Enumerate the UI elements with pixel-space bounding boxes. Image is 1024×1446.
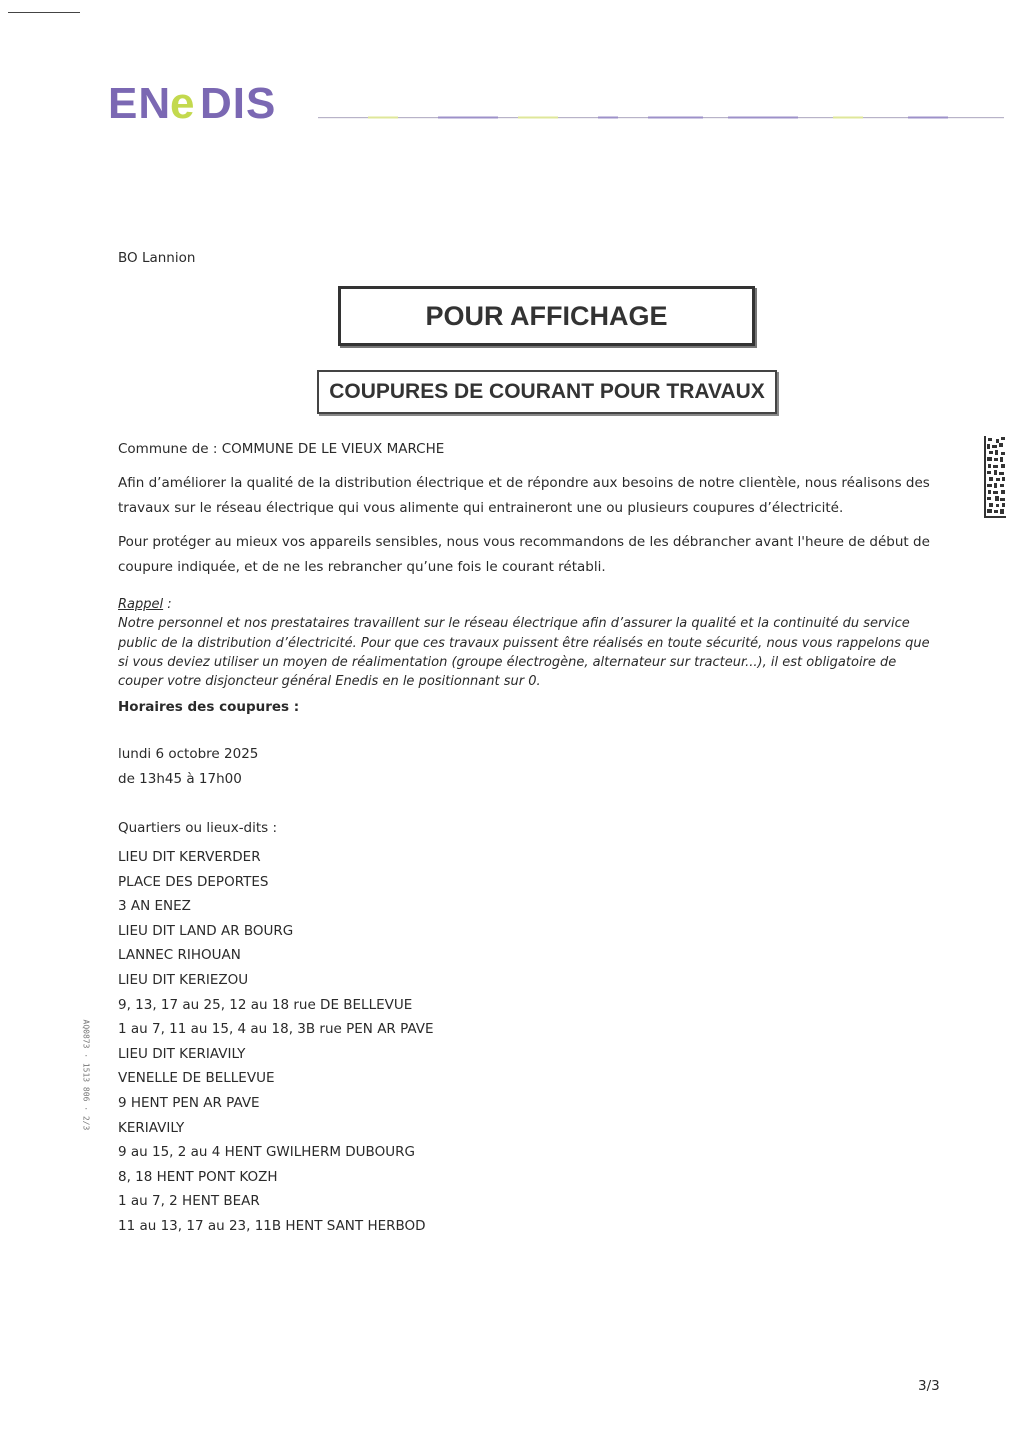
list-item: VENELLE DE BELLEVUE bbox=[118, 1070, 275, 1087]
list-item: LIEU DIT KERVERDER bbox=[118, 849, 261, 865]
logo-underline bbox=[318, 116, 1004, 119]
list-item: PLACE DES DEPORTES bbox=[118, 873, 269, 890]
datamatrix-barcode bbox=[984, 436, 1006, 518]
rappel-text: Notre personnel et nos prestataires travaillent sur le réseau électrique afin d’assurer la qualité et la continuité du service public de la distribution d’électricité. Pour que ces travaux puissent être réalisés en toute sécurité, nous vous rappelons que si vous deviez utiliser un moyen de réalimentation (groupe électrogène, alternateur sur tracteur...), il est obligatoire de couper votre disjoncteur général Enedis en le positionnant sur 0. bbox=[118, 616, 930, 690]
list-item: LIEU DIT LAND AR BOURG bbox=[118, 922, 294, 939]
advice-paragraph: Pour protéger au mieux vos appareils sensibles, nous vous recommandons de les débrancher avant l'heure de début de coupure indiquée, et de ne les rebrancher qu’une fois le courant rétabli. bbox=[118, 534, 930, 575]
schedule-heading: Horaires des coupures : bbox=[118, 699, 300, 715]
rappel-block: Rappel : Notre personnel et nos prestataires travaillent sur le réseau électrique afin d’assurer la qualité et la continuité du service public de la distribution d’électricité. Pour que ces travaux puissent être réalisés en toute sécurité, nous vous rappelons que si vous deviez utiliser un moyen de réalimentation (groupe électrogène, alternateur sur tracteur...), il est obligatoire de couper votre disjoncteur général Enedis en le positionnant sur 0. bbox=[118, 597, 930, 690]
places-label: Quartiers ou lieux-dits : bbox=[118, 820, 278, 836]
list-item: 1 au 7, 11 au 15, 4 au 18, 3B rue PEN AR PAVE bbox=[118, 1021, 434, 1038]
list-item: 1 au 7, 2 HENT BEAR bbox=[118, 1193, 260, 1210]
commune-line: Commune de : COMMUNE DE LE VIEUX MARCHE bbox=[118, 441, 445, 457]
list-item: 8, 18 HENT PONT KOZH bbox=[118, 1168, 278, 1185]
rappel-title: Rappel bbox=[118, 597, 164, 612]
list-item: 9 au 15, 2 au 4 HENT GWILHERM DUBOURG bbox=[118, 1144, 415, 1161]
list-item: 9, 13, 17 au 25, 12 au 18 rue DE BELLEVUE bbox=[118, 996, 413, 1013]
svg-text:DIS: DIS bbox=[200, 80, 277, 124]
enedis-logo bbox=[108, 80, 308, 124]
margin-reference-code: AQ0873 · 1513 806 · 2/3 bbox=[81, 1019, 91, 1131]
scan-edge-mark bbox=[8, 12, 80, 13]
intro-paragraph: Afin d’améliorer la qualité de la distribution électrique et de répondre aux besoins de notre clientèle, nous réalisons des travaux sur le réseau électrique qui vous alimente qui entraineront une ou plusieurs coupures d’électricité. bbox=[118, 475, 930, 516]
outage-time: de 13h45 à 17h00 bbox=[118, 771, 242, 787]
places-list bbox=[118, 845, 434, 1239]
list-item: 3 AN ENEZ bbox=[118, 898, 191, 915]
list-item: KERIAVILY bbox=[118, 1119, 185, 1136]
office-name: BO Lannion bbox=[118, 250, 196, 266]
list-item: 9 HENT PEN AR PAVE bbox=[118, 1094, 260, 1111]
svg-text:EN: EN bbox=[108, 80, 172, 124]
list-item: LIEU DIT KERIEZOU bbox=[118, 971, 249, 988]
list-item: 11 au 13, 17 au 23, 11B HENT SANT HERBOD bbox=[118, 1217, 426, 1234]
outage-date: lundi 6 octobre 2025 bbox=[118, 746, 259, 762]
svg-text:e: e bbox=[170, 80, 195, 124]
list-item: LANNEC RIHOUAN bbox=[118, 947, 241, 964]
list-item: LIEU DIT KERIAVILY bbox=[118, 1045, 246, 1062]
notice-title: POUR AFFICHAGE bbox=[338, 286, 755, 346]
notice-subtitle: COUPURES DE COURANT POUR TRAVAUX bbox=[317, 370, 777, 414]
page-number: 3/3 bbox=[918, 1378, 940, 1394]
